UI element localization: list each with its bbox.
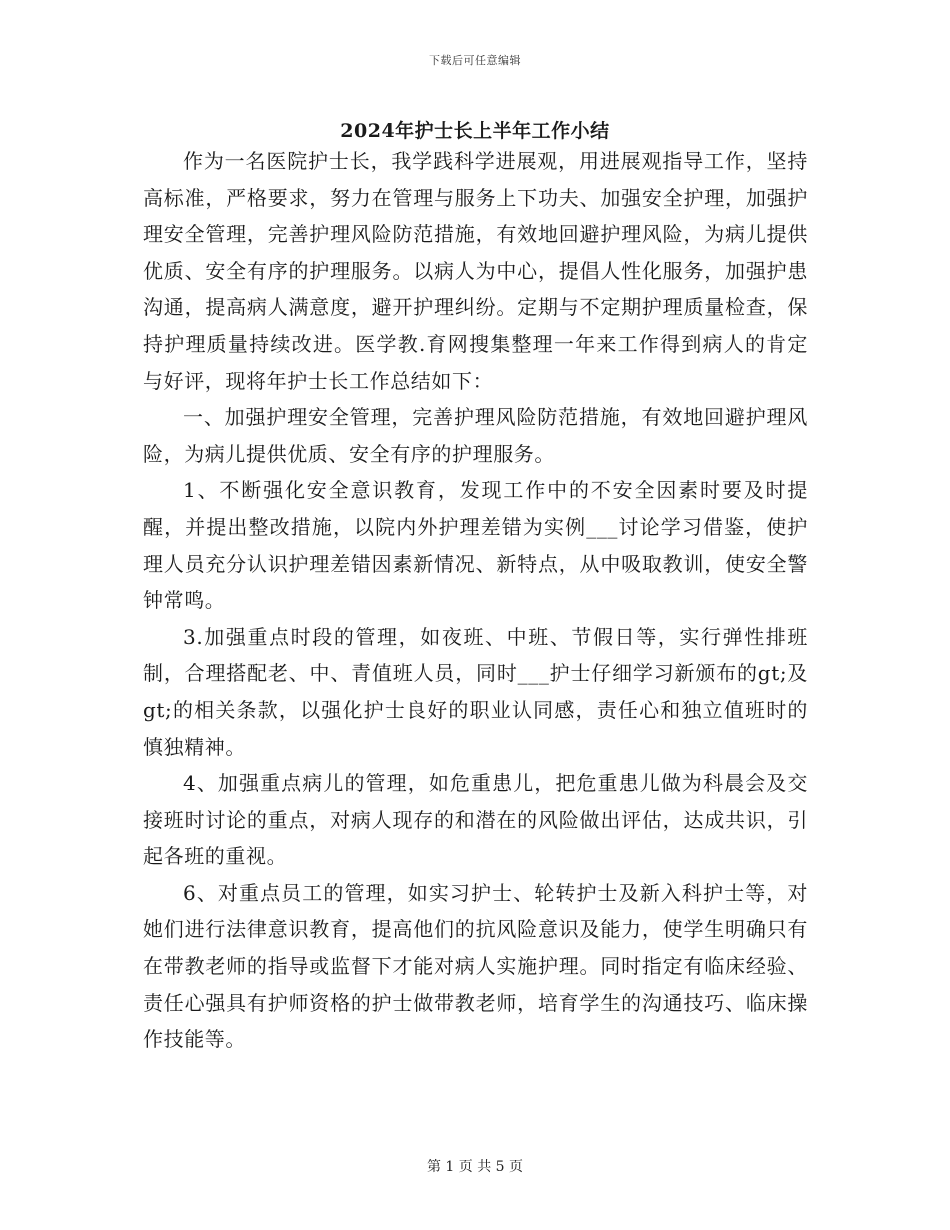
- paragraph-intro: 作为一名医院护士长，我学践科学进展观，用进展观指导工作，坚持高标准，严格要求，努力在管理与服务上下功夫、加强安全护理，加强护理安全管理，完善护理风险防范措施，有效地回避护理风险，为病儿提供优质、安全有序的护理服务。以病人为中心，提倡人性化服务，加强护患沟通，提高病人满意度，避开护理纠纷。定期与不定期护理质量检查，保持护理质量持续改进。医学教.育网搜集整理一年来工作得到病人的肯定与好评，现将年护士长工作总结如下：: [143, 149, 808, 393]
- document-title: 2024年护士长上半年工作小结: [340, 120, 610, 142]
- paragraph-item-6: 6、对重点员工的管理，如实习护士、轮转护士及新入科护士等，对她们进行法律意识教育，提高他们的抗风险意识及能力，使学生明确只有在带教老师的指导或监督下才能对病人实施护理。同时指定有临床经验、责任心强具有护师资格的护士做带教老师，培育学生的沟通技巧、临床操作技能等。: [143, 880, 808, 1052]
- document-body: [143, 143, 808, 1058]
- paragraph-item-3: 3.加强重点时段的管理，如夜班、中班、节假日等，实行弹性排班制，合理搭配老、中、青值班人员，同时___护士仔细学习新颁布的gt;及gt;的相关条款，以强化护士良好的职业认同感，责任心和独立值班时的慎独精神。: [143, 624, 808, 759]
- page-number: 第 1 页 共 5 页: [426, 1159, 524, 1175]
- header-note: 下载后可任意编辑: [429, 54, 521, 67]
- paragraph-item-1: 1、不断强化安全意识教育，发现工作中的不安全因素时要及时提醒，并提出整改措施，以院内外护理差错为实例___讨论学习借鉴，使护理人员充分认识护理差错因素新情况、新特点，从中吸取教训，使安全警钟常鸣。: [143, 478, 808, 613]
- paragraph-item-4: 4、加强重点病儿的管理，如危重患儿，把危重患儿做为科晨会及交接班时讨论的重点，对病人现存的和潜在的风险做出评估，达成共识，引起各班的重视。: [143, 771, 808, 869]
- paragraph-section-1: 一、加强护理安全管理，完善护理风险防范措施，有效地回避护理风险，为病儿提供优质、安全有序的护理服务。: [143, 405, 808, 466]
